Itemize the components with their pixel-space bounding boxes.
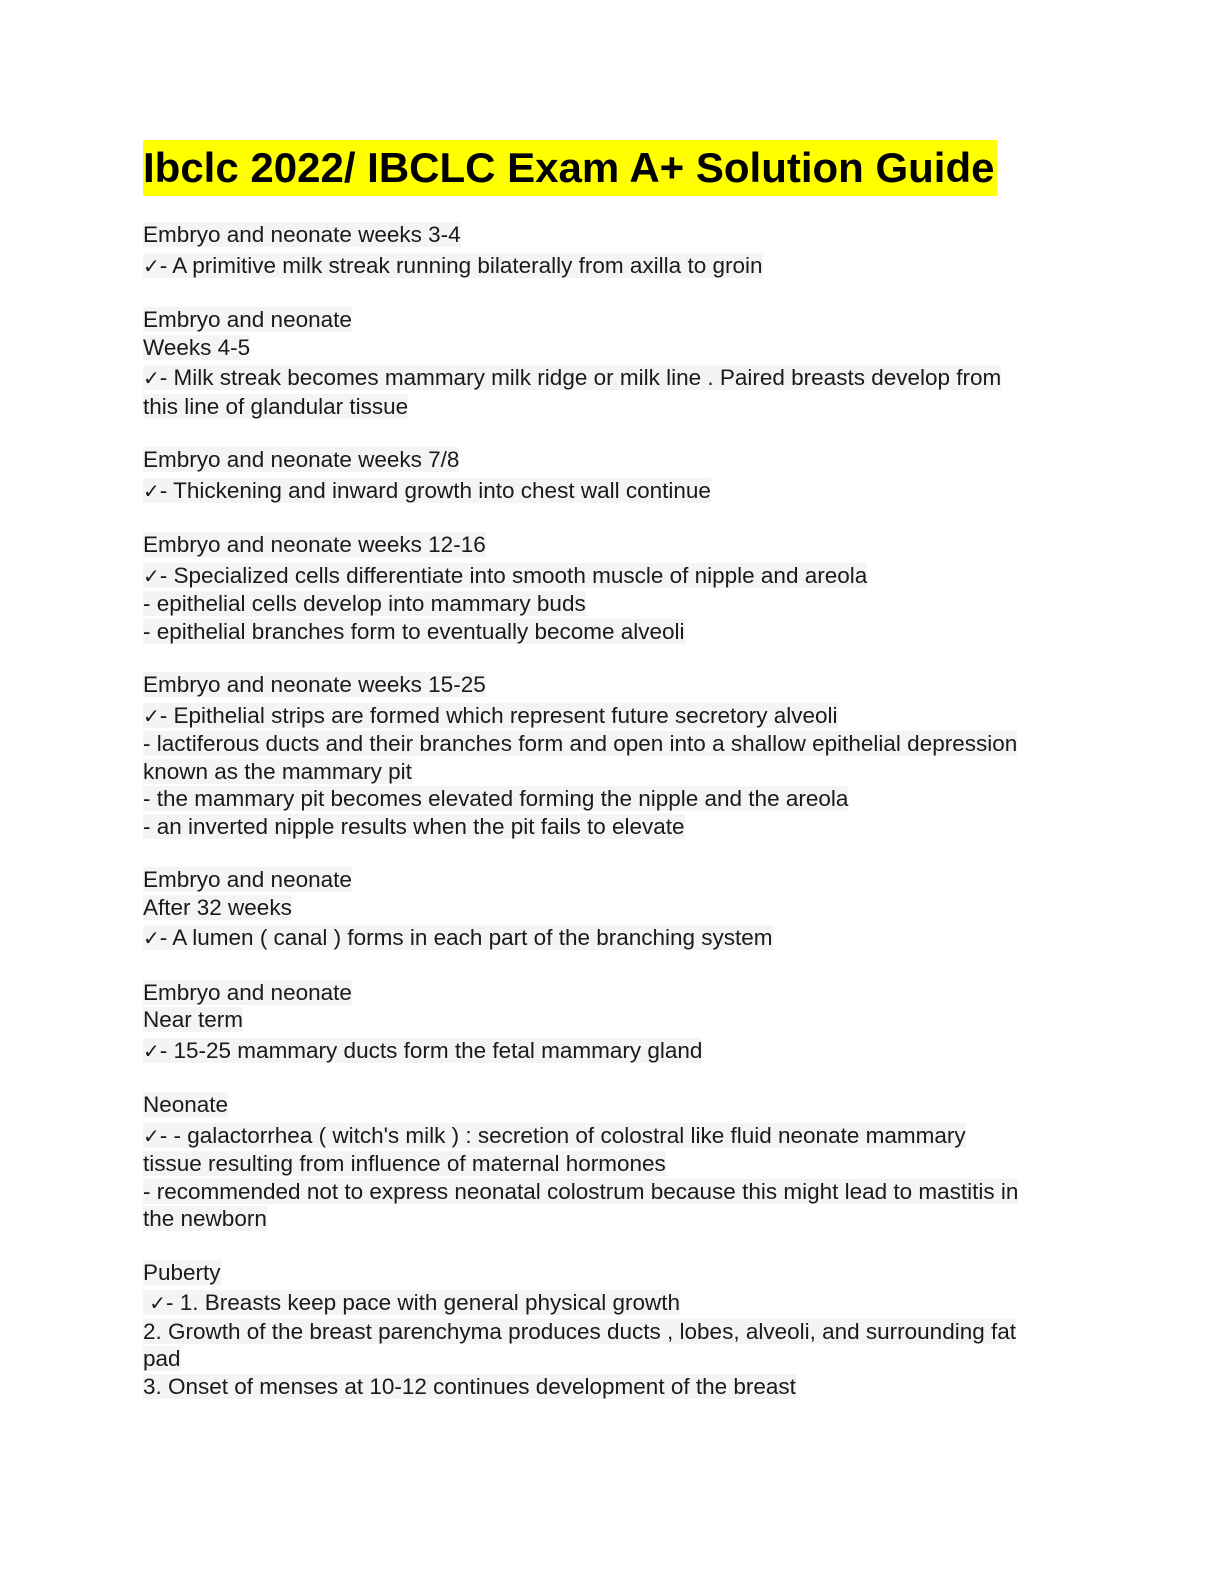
question-text-row [143,531,1083,559]
answer-text-row [143,1373,1083,1401]
answer-text-row [143,618,1083,646]
qa-item [143,1091,1083,1233]
answer-text: pad [143,1346,181,1371]
qa-item [143,671,1083,840]
question-text-row [143,446,1083,474]
answer-text-row [143,1345,1083,1373]
answer-text: 2. Growth of the breast parenchyma produces ducts , lobes, alveoli, and surrounding fat [143,1318,1016,1344]
answer-text-row [143,1205,1083,1233]
answer-text: the newborn [143,1206,267,1231]
question-text-row [143,671,1083,699]
answer-text-row [143,1150,1083,1178]
checkmark-icon: ✓ [143,1123,160,1148]
answer-row [143,1037,1083,1066]
answer-text: ✓- A primitive milk streak running bilaterally from axilla to groin [143,252,763,278]
answer-row [143,1289,1083,1318]
qa-item [143,306,1083,420]
answer-text: - recommended not to express neonatal colostrum because this might lead to mastitis in [143,1178,1019,1204]
question-text: Embryo and neonate weeks 7/8 [143,447,460,472]
question-text: Embryo and neonate weeks 12-16 [143,532,486,557]
answer-text-row [143,758,1083,786]
answer-text: - an inverted nipple results when the pit fails to elevate [143,813,685,839]
question-text-row [143,894,1083,922]
answer-text: ✓- 1. Breasts keep pace with general physical growth [143,1290,680,1315]
checkmark-icon: ✓ [143,703,160,728]
answer-text-row [143,1178,1083,1206]
question-text-row [143,979,1083,1007]
answer-text: ✓- Epithelial strips are formed which represent future secretory alveoli [143,702,838,728]
answer-text-row [143,590,1083,618]
question-text-row [143,221,1083,249]
qa-item [143,1259,1083,1401]
answer-text: ✓- Thickening and inward growth into chest wall continue [143,477,711,503]
checkmark-icon: ✓ [143,563,160,588]
qa-item [143,221,1083,280]
answer-text-row [143,393,1083,421]
question-text: Embryo and neonate weeks 15-25 [143,672,486,697]
answer-text: - the mammary pit becomes elevated forming the nipple and the areola [143,786,849,811]
checkmark-icon: ✓ [143,253,160,278]
document-page [143,140,1083,1426]
answer-text: ✓- - galactorrhea ( witch's milk ) : secretion of colostral like fluid neonate mammary [143,1122,966,1148]
checkmark-icon: ✓ [143,926,160,950]
answer-row [143,364,1083,393]
answer-text: this line of glandular tissue [143,393,409,419]
checkmark-icon: ✓ [143,1038,160,1063]
qa-list [143,221,1083,1400]
answer-row [143,924,1083,953]
qa-item [143,979,1083,1066]
answer-text: tissue resulting from influence of maternal hormones [143,1151,666,1176]
question-text-row [143,866,1083,894]
answer-text: - lactiferous ducts and their branches form and open into a shallow epithelial depression [143,731,1018,756]
answer-row [143,252,1083,281]
question-text: Neonate [143,1092,229,1117]
document-title: Ibclc 2022/ IBCLC Exam A+ Solution Guide [143,140,997,196]
question-text-row [143,1006,1083,1034]
question-text: Embryo and neonate [143,307,352,332]
question-text-row [143,1091,1083,1119]
qa-item [143,531,1083,645]
checkmark-icon: ✓ [149,1291,167,1315]
answer-text: 3. Onset of menses at 10-12 continues development of the breast [143,1373,796,1399]
qa-item [143,446,1083,505]
question-text: Embryo and neonate [143,979,352,1005]
answer-text: ✓- A lumen ( canal ) forms in each part of the branching system [143,925,773,950]
qa-item [143,866,1083,953]
answer-text-row [143,1318,1083,1346]
answer-row [143,1122,1083,1151]
question-text: Embryo and neonate weeks 3-4 [143,222,461,247]
answer-text-row [143,730,1083,758]
checkmark-icon: ✓ [143,478,160,503]
question-text: Near term [143,1007,244,1032]
answer-text-row [143,785,1083,813]
answer-text: known as the mammary pit [143,758,412,784]
question-text-row [143,306,1083,334]
answer-text: ✓- 15-25 mammary ducts form the fetal mammary gland [143,1037,703,1063]
question-text-row [143,334,1083,362]
question-text: Embryo and neonate [143,867,352,892]
answer-text: ✓- Specialized cells differentiate into smooth muscle of nipple and areola [143,562,868,588]
question-text: Weeks 4-5 [143,334,251,360]
answer-text: - epithelial branches form to eventually become alveoli [143,618,685,644]
checkmark-icon: ✓ [143,366,160,390]
answer-row [143,702,1083,731]
answer-row [143,477,1083,506]
answer-text-row [143,813,1083,841]
question-text-row [143,1259,1083,1287]
question-text: Puberty [143,1259,221,1285]
answer-text: ✓- Milk streak becomes mammary milk ridge or milk line . Paired breasts develop from [143,365,1002,390]
answer-row [143,562,1083,591]
answer-text: - epithelial cells develop into mammary buds [143,591,586,616]
question-text: After 32 weeks [143,894,292,920]
